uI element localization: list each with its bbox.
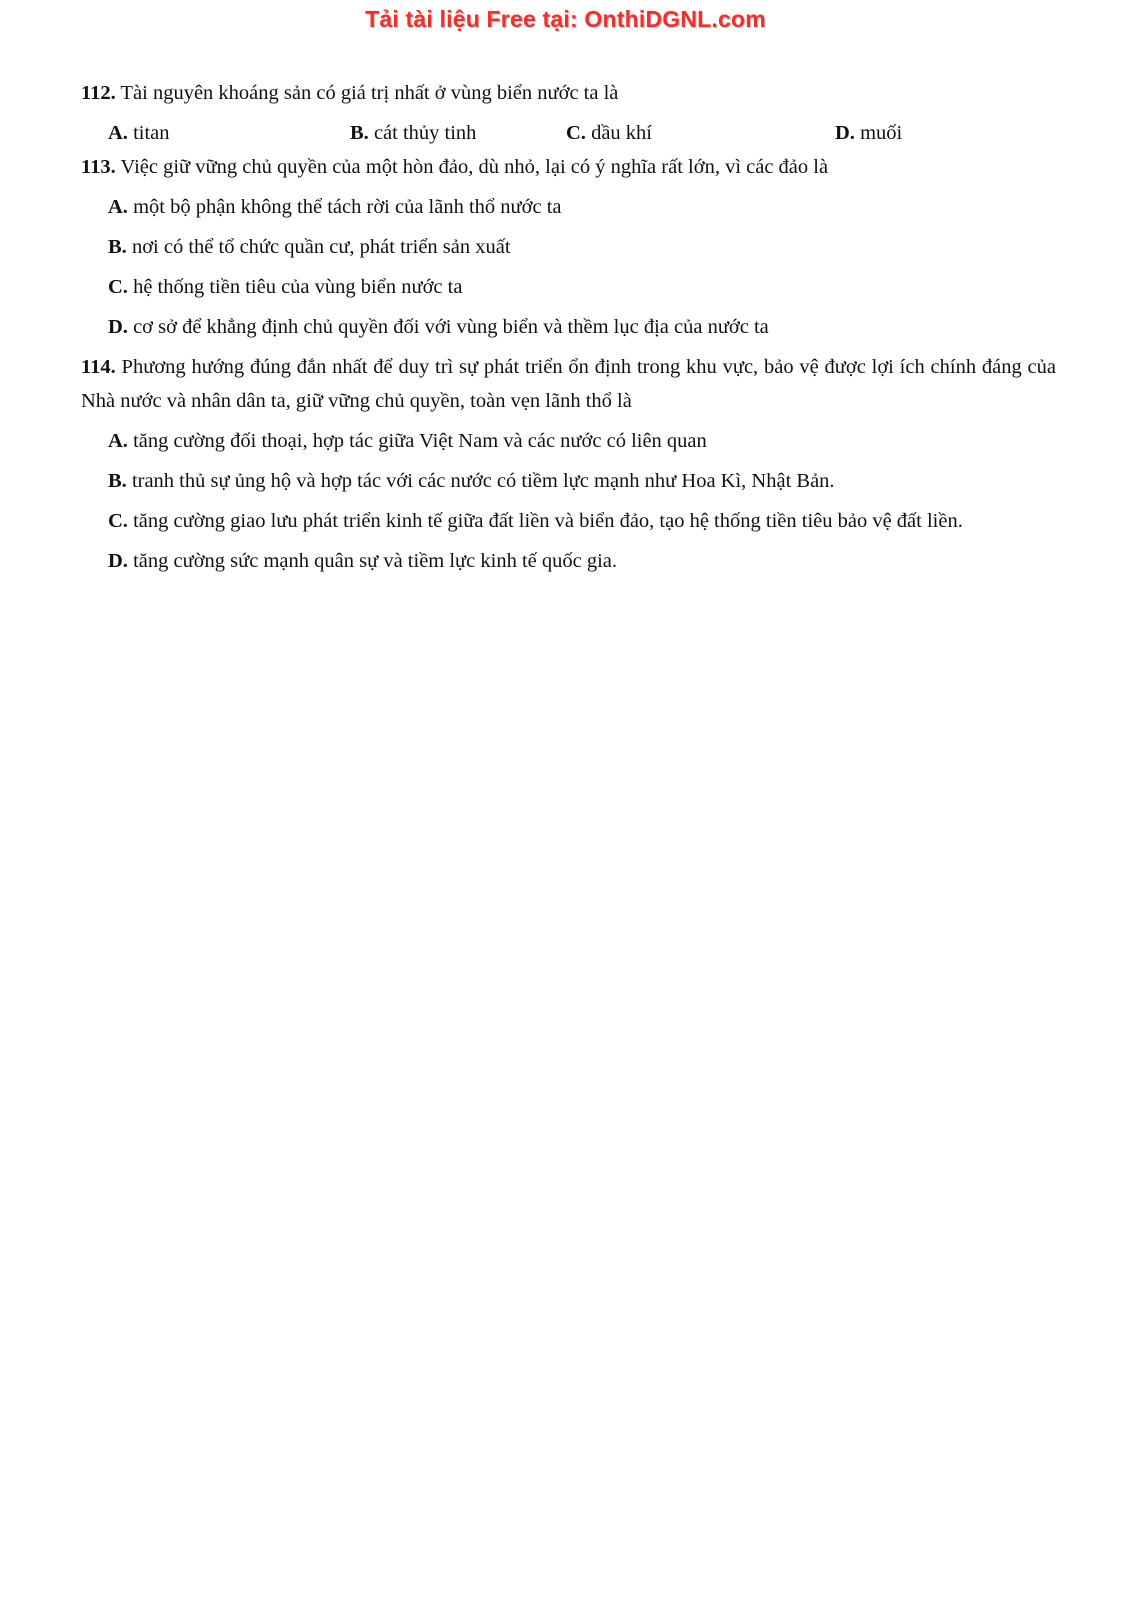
option-d (81, 544, 1056, 578)
option-text: titan (127, 122, 170, 144)
option-letter: B. (108, 470, 127, 492)
option-c (81, 270, 1056, 304)
option-text: tăng cường sức mạnh quân sự và tiềm lực kinh tế quốc gia. (127, 550, 618, 572)
option-c (566, 116, 652, 150)
option-letter: A. (108, 430, 128, 452)
option-c (81, 504, 1056, 538)
option-letter: A. (108, 196, 128, 218)
option-text: một bộ phận không thể tách rời của lãnh thổ nước ta (127, 196, 562, 218)
option-letter: C. (108, 510, 128, 532)
option-a (81, 424, 1056, 458)
option-b (350, 116, 476, 150)
option-text: nơi có thể tổ chức quần cư, phát triển sản xuất (126, 236, 511, 258)
option-text: muối (854, 122, 903, 144)
question-text: Việc giữ vững chủ quyền của một hòn đảo, dù nhỏ, lại có ý nghĩa rất lớn, vì các đảo là (115, 156, 829, 178)
option-d (81, 310, 1056, 344)
option-text: tăng cường giao lưu phát triển kinh tế giữa đất liền và biển đảo, tạo hệ thống tiền tiêu bảo vệ đất liền. (127, 510, 963, 532)
option-a (81, 190, 1056, 224)
site-header-banner: Tải tài liệu Free tại: OnthiDGNL.com (365, 6, 766, 32)
question-text: Tài nguyên khoáng sản có giá trị nhất ở vùng biển nước ta là (115, 82, 619, 104)
question-number: 114. (81, 356, 116, 378)
option-text: cơ sở để khẳng định chủ quyền đối với vùng biển và thềm lục địa của nước ta (127, 316, 769, 338)
options-row-112 (81, 116, 1056, 150)
question-113 (81, 150, 1056, 184)
question-number: 113. (81, 156, 116, 178)
option-b (81, 230, 1056, 264)
question-112 (81, 76, 1056, 110)
question-text: Phương hướng đúng đắn nhất để duy trì sự phát triển ổn định trong khu vực, bảo vệ được lợi ích chính đáng của Nhà nước và nhân dân ta, giữ vững chủ quyền, toàn vẹn lãnh thổ là (81, 356, 1056, 412)
option-letter: D. (108, 550, 128, 572)
option-b (81, 464, 1056, 498)
question-number: 112. (81, 82, 116, 104)
option-text: hệ thống tiền tiêu của vùng biển nước ta (127, 276, 463, 298)
option-letter: D. (108, 316, 128, 338)
option-text: dầu khí (585, 122, 652, 144)
option-d (835, 116, 902, 150)
option-letter: B. (108, 236, 127, 258)
option-text: cát thủy tinh (368, 122, 477, 144)
option-a (108, 116, 170, 150)
option-letter: C. (108, 276, 128, 298)
option-letter: D. (835, 122, 855, 144)
option-text: tăng cường đối thoại, hợp tác giữa Việt Nam và các nước có liên quan (127, 430, 707, 452)
option-letter: A. (108, 122, 128, 144)
document-body (81, 76, 1056, 578)
option-letter: B. (350, 122, 369, 144)
option-letter: C. (566, 122, 586, 144)
option-text: tranh thủ sự ủng hộ và hợp tác với các nước có tiềm lực mạnh như Hoa Kì, Nhật Bản. (126, 470, 835, 492)
question-114 (81, 350, 1056, 418)
